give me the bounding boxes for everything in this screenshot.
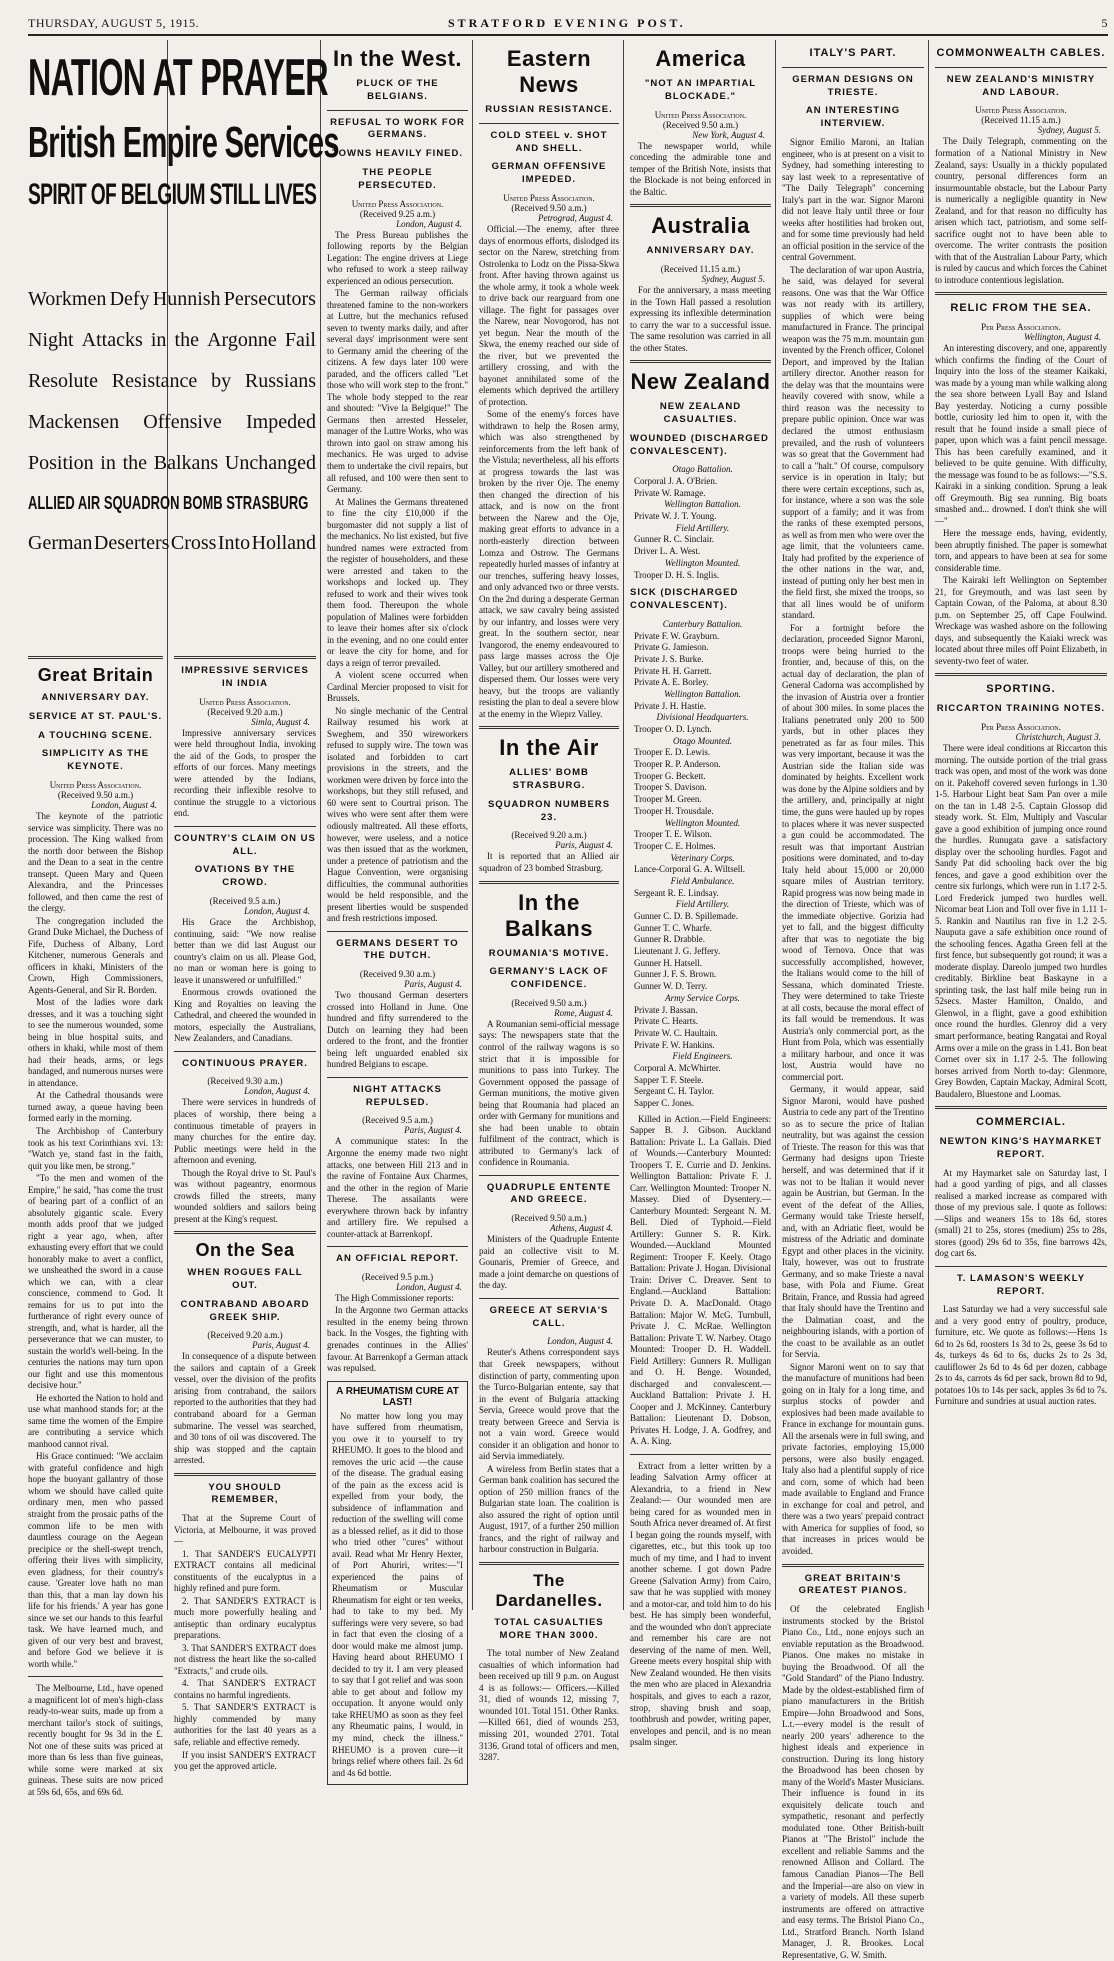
masthead-page: 5	[1101, 16, 1108, 30]
article-body	[174, 1351, 316, 1466]
section-title: SPORTING.	[986, 683, 1056, 696]
advert-melbourne	[28, 1683, 163, 1798]
advert-title: A RHEUMATISM CURE AT LAST!	[336, 1385, 459, 1408]
section-title: ITALY'S PART.	[809, 47, 897, 59]
received: (Received 9.50 a.m.)	[511, 997, 587, 1008]
paragraph: Most of the ladies wore dark dresses, and it was a touching sight to see the numerous wounded, some being in blue hospital suits, and others in khaki, while most of them had their heads, arms, or legs bandaged, and numerous nurses were in attendance.	[28, 997, 163, 1088]
casualty-entry: Trooper T. E. Wilson.	[634, 829, 712, 840]
agency: Per Press Association.	[981, 322, 1061, 333]
paragraph: Here the message ends, having, evidently, been abruptly finished. The paper is somewhat torn, and appears to have been at sea for some considerable time.	[935, 528, 1107, 573]
word: Deserters	[93, 532, 170, 554]
subhead: ALLIES' BOMB STRASBURG.	[509, 767, 589, 792]
word: the	[122, 452, 148, 474]
paragraph: An interesting discovery, and one, apparently which confirms the finding of the Court of Inquiry into the loss of the steamer Kaikaki, was made by a young man while walking along the sea shore between Lyall Bay and Island Bay yesterday. Noticing a curny possible bottle, curiosity led him to open it, with the result that he found inside a small piece of paper, upon which was a faint pencil message. This has been carefully examined, and it believed to be quite genuine. With difficulty, the message was found to be as follows:—"S.S. Kairaki in a sinking condition. Sprung a leak off Greymouth. Big sea running. Big boats smashed and... drowned. I don't think she will—"	[935, 343, 1107, 526]
paragraph: The total number of New Zealand casualties of which information had been received up till 9 p.m. on August 4 is as follows:— Officers.—Killed 31, died of wounds 12, missing 7, wounded 101. Total 151. Other Ranks.—Killed 661, died of wounds 253, missing 201, wounded 2701. Total 3136. Grand total of officers and men, 3287.	[479, 1648, 619, 1763]
column-america-nz	[626, 40, 775, 1748]
advert-rheumo	[327, 1381, 468, 1786]
paragraph: If you insist SANDER'S EXTRACT you get the approved article.	[174, 1749, 316, 1772]
paragraph: A violent scene occurred when Cardinal Mercier proposed to visit for Brussels.	[327, 670, 468, 704]
word: Hunnish	[152, 288, 221, 310]
received: (Received 9.5 a.m.)	[362, 1115, 433, 1126]
masthead-date: THURSDAY, AUGUST 5, 1915.	[28, 16, 199, 30]
received: (Received 9.5 p.m.)	[361, 1271, 434, 1282]
word: German	[28, 532, 93, 554]
casualty-entry: Corporal J. A. O'Brien.	[634, 476, 718, 487]
paragraph: Of the celebrated English instruments stocked by the Bristol Piano Co., Ltd., none enjoys such an enviable reputation as the Broadwood. Pianos. One makes no mistake in buying the Broadwood. Of all the "Gold Standard" of the Piano Industry. Made by the oldest-established firm of piano manufacturers in the British Empire—John Broadwood and Sons, L.t.—every model is the result of nearly 200 years' adherence to the highest ideals and experience in construction. During its long history the Broadwood has been chosen by many of the World's Master Musicians. Their influence is found in its exquisitely delicate touch and sympathetic, resonant and perfectly modulated tone. Other British-built Pianos at "The Bristol" include the excellent and reliable Samms and the renowned Allison and Collard. The famous Canadian Pianos—The Bell and the Imperial—are also on view in a variety of models. All these superb instruments are offered on attractive and easy terms. The Bristol Piano Co., Ltd., Stratford Branch. North Island Manager, J. R. Brookes. Local Representative, G. W. Smith.	[782, 1604, 924, 1960]
agency: United Press Association.	[503, 193, 595, 204]
received: (Received 11.15 a.m.)	[981, 115, 1061, 126]
article-body	[479, 1019, 619, 1169]
casualty-entry: Gunner J. F. S. Brown.	[634, 969, 717, 980]
section-title: On the Sea	[195, 1240, 295, 1261]
word: Workmen	[28, 288, 107, 310]
casualty-entry: Otago Mounted.	[673, 735, 732, 746]
article-body	[28, 811, 163, 1670]
article-body	[935, 1304, 1107, 1408]
received: (Received 9.5 a.m.)	[209, 896, 281, 906]
headline-line-2	[28, 370, 316, 393]
subhead: COUNTRY'S CLAIM ON US ALL.	[174, 832, 316, 857]
agency: Per Press Association.	[981, 722, 1061, 733]
paragraph: In the Argonne two German attacks resulted in the enemy being thrown back. In the Vosges, the fighting with grenades continues in the Allies' favour. At Barrenkopf a German attack was repulsed.	[327, 1305, 468, 1374]
column-india	[170, 650, 320, 1772]
casualty-entry: Gunner R. C. Sinclair.	[634, 534, 714, 545]
casualty-entry: Wellington Battalion.	[664, 688, 741, 699]
advert-pianos	[782, 1604, 924, 1961]
section-title: The Dardanelles.	[495, 1570, 603, 1610]
article-body	[479, 851, 619, 874]
column-rule	[472, 40, 473, 1610]
headline-spirit-belgium: SPIRIT OF BELGIUM STILL LIVES	[28, 178, 317, 211]
paragraph: "To the men and women of the Empire," he said, "has come the trust of bearing part of a conflict of an absolutely gigantic scale. Every month adds proof that we judged right a year ago, when, after exhausting every effort that we could honorably make to avert a conflict, we unsheathed the sword in a cause which we can, with a clear conscience, commend to God. It remains for us to put into the furtherance of right every ounce of strength, and, what is harder, all the perseverance that we can muster, to sustain the world's well-being. In the centuries the nations may turn upon our fight and use this momentous decisive hour."	[28, 1173, 163, 1391]
dateline: Paris, August 4.	[404, 1125, 462, 1136]
received: (Received 9.50 a.m.)	[57, 790, 134, 801]
subhead: SICK (DISCHARGED CONVALESCENT).	[630, 587, 739, 612]
dateline: London, August 4.	[396, 1281, 462, 1292]
word: Balkans	[153, 452, 219, 474]
word: Resistance	[111, 370, 198, 392]
paragraph: The Kairaki left Wellington on September 21, for Greymouth, and was last seen by Captain Cowan, of the Paloma, at about 8.30 p.m. on September 25, off Cape Foulwind. Wreckage was washed ashore on the following days, and subsequently the Kaiaki wreck was located about three miles off Point Elizabeth, in seventy-two feet of water.	[935, 575, 1107, 666]
casualty-entry: Sapper T. F. Steele.	[634, 1074, 704, 1085]
casualty-entry: Gunner C. D. B. Spillemade.	[634, 911, 738, 922]
subhead: REFUSAL TO WORK FOR GERMANS.	[330, 116, 465, 141]
subhead: PLUCK OF THE BELGIANS.	[356, 78, 439, 102]
article-body	[630, 141, 771, 199]
paragraph: His Grace continued: "We acclaim with grateful confidence and high hope the buoyant gallantry of those whom we should have called quite ordinary men, men who passed straight from the prosaic paths of the common life to be men with dauntless courage on the Aegean precipice or the shell-swept trench, offering their lives with simplicity, even gladness, for their country's cause. 'Greater love hath no man than this, that a man lay down his life for his friends.' A year has gone since we set our hands to this fearful task. We have learned much, and given of our very best and bravest, and before God we believe it is worth while."	[28, 1451, 163, 1669]
subhead: TOWNS HEAVILY FINED.	[331, 148, 464, 160]
column-in-the-west	[323, 40, 472, 1778]
casualty-entry: Driver L. A. West.	[634, 546, 701, 557]
subhead: SIMPLICITY AS THE KEYNOTE.	[41, 748, 150, 773]
paragraph: His Grace the Archbishop, continuing, said: "We now realise better than we did last August our country's claim on us all. Please God, no man or woman here is going to leave it unanswered or unfulfilled."	[174, 917, 316, 985]
section-title: America	[655, 46, 746, 71]
column-italy	[778, 40, 928, 1960]
casualty-entry: Sergeant C. H. Taylor.	[634, 1086, 715, 1097]
paragraph: The Melbourne, Ltd., have opened a magnificent lot of men's high-class ready-to-wear suits, made up from a merchant tailor's stock of suitings, recently bought for 9s 3d in the £. Not one of these suits was priced at more than 6s less than five guineas, while some were marked at six guineas. These suits are now priced at 59s 6d, 65s, and 69s 6d.	[28, 1683, 163, 1797]
subhead: "NOT AN IMPARTIAL BLOCKADE."	[644, 78, 757, 102]
dateline: Sydney, August 5.	[701, 274, 765, 285]
paragraph: The German railway officials threatened famine to the non-workers at Luttre, but the mechanics refused seven to twenty marks daily, and after several days' imprisonment were sent to Germany amid the cheering of the citizens. A few days later 100 were paraded, and the officers called "Let those who will work step to the front." The whole body stepped to the rear and shouted: "Vive la Belgique!" The Germans then arrested Hesseler, manager of the Luttre Works, who was thrown into gaol on straw among his mechanics. He was urged to advise them to undertake the civil repairs, but all refused, and 100 were then sent to Germany.	[327, 288, 468, 495]
subhead: OVATIONS BY THE CROWD.	[194, 864, 296, 889]
paragraph: Though the Royal drive to St. Paul's was without pageantry, enormous crowds filled the streets, many wounded soldiers and sailors being present at the King's request.	[174, 1167, 316, 1224]
casualty-entry: Private G. Jamieson.	[634, 642, 709, 653]
word: Russians	[244, 370, 316, 392]
casualty-entry: Trooper C. E. Holmes.	[634, 840, 716, 851]
subhead: COLD STEEL v. SHOT AND SHELL.	[490, 129, 608, 154]
subhead: WOUNDED (DISCHARGED CONVALESCENT).	[630, 432, 769, 457]
casualty-entry: Lieutenant J. G. Jeffery.	[634, 946, 721, 957]
casualty-list-sick	[630, 619, 771, 1110]
headline-lines	[24, 270, 320, 650]
dateline: Petrograd, August 4.	[537, 213, 613, 224]
casualty-entry: Trooper R. P. Anderson.	[634, 759, 721, 770]
paragraph: A communique states: In the Argonne the enemy made two night attacks, one between Hill 213 and in the ravine of Fontaine Aux Charmes, and the other in the region of Marie Therese. The assailants were everywhere thrown back by infantry and artillery fire. We repulsed a counter-attack at Barrenkopf.	[327, 1136, 468, 1239]
casualty-entry: Private J. H. Hastie.	[634, 700, 706, 711]
word: Argonne	[207, 329, 277, 351]
agency: United Press Association.	[975, 105, 1067, 116]
subhead: CONTRABAND ABOARD GREEK SHIP.	[180, 1298, 310, 1323]
received: (Received 11.15 a.m.)	[660, 264, 741, 275]
article-body	[327, 990, 468, 1071]
received: (Received 9.50 a.m.)	[662, 119, 739, 130]
headline-line-4	[28, 452, 316, 475]
paragraph: Official.—The enemy, after three days of enormous efforts, dislodged its sector on the Narew, stretching from Ostrolenka to Lodz on the Pissa-Skwa front. After having thrown against us the whole army, it took a whole week to drive back our rearguard from one village. The fight for passages over the Narew, near Novogorod, has not yet begun. Near the mouth of the Skwa, the enemy reached our side of the river, but we prevented the artillery crossing, and with the bayonet annihilated some of the elements which deprived the artillery of protection.	[479, 224, 619, 407]
casualty-entry: Wellington Mounted.	[664, 817, 741, 828]
casualty-entry: Gunner H. Hatsell.	[634, 957, 702, 968]
section-title: In the Air	[499, 735, 599, 761]
paragraph: Two thousand German deserters crossed into Holland in June. One hundred and fifty surrendered to the Dutch on learning they had been ordered to the front, and the frontier being left unguarded enabled six hundred Belgians to escape.	[327, 990, 468, 1070]
casualty-entry: Trooper M. Green.	[634, 794, 702, 805]
subhead: THE PEOPLE PERSECUTED.	[358, 167, 437, 191]
dateline: London, August 4.	[244, 906, 310, 916]
advert-sanders	[174, 1513, 316, 1772]
paragraph: Impressive anniversary services were held throughout India, invoking the aid of the Gods, to prosper the efforts of our forces. Many meetings were attended by the Indians, recording their inflexible resolve to continue the struggle to a victorious end.	[174, 727, 316, 819]
casualty-entry: Wellington Mounted.	[664, 557, 741, 568]
paragraph: It is reported that an Allied air squadron of 23 bombed Strasburg.	[479, 851, 619, 873]
section-title: In the Balkans	[505, 889, 593, 941]
subhead: NEW ZEALAND CASUALTIES.	[659, 401, 742, 425]
article-body	[935, 1168, 1107, 1260]
paragraph: The Archbishop of Canterbury took as his text Corinthians xvi. 13: "Watch ye, stand fast in the faith, quit you like men, be strong."	[28, 1125, 163, 1171]
word: Persecutors	[223, 288, 316, 310]
word: Into	[217, 532, 251, 554]
dateline: Paris, August 4.	[555, 840, 613, 851]
headline-line-1	[28, 329, 316, 352]
casualty-entry: Trooper H. Trousdale.	[634, 805, 714, 816]
received: (Received 9.25 a.m.)	[359, 208, 436, 219]
received: (Received 9.30 a.m.)	[359, 969, 436, 980]
column-rule	[775, 40, 776, 1610]
paragraph: Last Saturday we had a very successful sale and a very good entry of poultry, produce, furniture, etc. We quote as follows:—Hens 1s 6d to 2s 6d, roosters 1s 3d to 2s, geese 3s 6d to 4s, turkeys 4s 6d to 6s, ducks 2s to 2s 3d, cauliflower 2s 6d to 4s 6d per dozen, cabbage 2s to 4s, carrots 4s 6d per sack, brown 8d to 9d, potatoes 10s to 14s per sack, apples 3s 6d to 7s. Furniture and sundries at usual auction rates.	[935, 1304, 1107, 1407]
paragraph: There were ideal conditions at Riccarton this morning. The outside portion of the trial grass track was open, and most of the work was done on it. Pakehoff covered seven furlongs in 1.30 1-5. Harbour Light beat Sam Pan over a mile on the tan in 1.48 2-5. Captain Glossop did steady work. St. Elm, Multiply and Vascular gave a good exhibition of jumping once round the hurdles. Runugata gave a satisfactory display over the schooling hurdles. Fagot and Sandy Pat did schooling back over the big fences, and gave a good exhibition over the centre six furlongs, which were run in 1.17 2-5. Lord Frederick jumped two hurdles well. Nicomar beat Lion and Toll over five in 1.11 1-5. Rankin and Nautilus ran five in 1.2 2-5. Nauputa gave a safe exhibition once round of the schooling fences. Agatha Green fell at the first fence, but subsequently got round; it was a moderate display. Dareolo jumped two hurdles creditably. Birkline beat Baskayne in a sprinting task, the last half mile being run in 52secs. Master Hamilton, Onaldo, and Glenwol, in a flight, gave a good exhibition once round the hurdles. Glenroy did a very smart performance, beating Rangatai and Royal Arms over a mile on the grass in 1.41. Bon beat Cornet over six in 1.17 2-5. The following horses arrived from North to-day: Glenmore, Grey Bowden, Captain Mackay, Admiral Scott, Baudalero, Bluestone and Loomas.	[935, 743, 1107, 1099]
subhead: TOTAL CASUALTIES MORE THAN 3000.	[494, 1616, 604, 1641]
casualty-entry: Field Engineers.	[672, 1051, 733, 1062]
casualty-entry: Trooper E. D. Lewis.	[634, 747, 711, 758]
casualty-entry: Veterinary Corps.	[670, 852, 735, 863]
paragraph: Reuter's Athens correspondent says that Greek newspapers, without distinction of party, commenting upon the Turco-Bulgarian entente, say that in the event of Bulgaria attacking Servia, Greece would prove that the treaty between Greece and Servia is not a vain word. Greece would consider it an obligation and honor to aid Servia immediately.	[479, 1347, 619, 1462]
subhead: WHEN ROGUES FALL OUT.	[187, 1267, 303, 1291]
article-body	[327, 1136, 468, 1240]
casualty-entry: Field Ambulance.	[670, 875, 735, 886]
subhead: RUSSIAN RESISTANCE.	[485, 104, 613, 115]
paragraph: He exhorted the Nation to hold and use what manhood stands for; at the same time the women of the Empire are contributing a service which manhood cannot rival.	[28, 1392, 163, 1449]
agency: United Press Association.	[351, 198, 444, 209]
article-body	[327, 1293, 468, 1375]
casualty-entry: Private J. Bassan.	[634, 1004, 698, 1015]
casualty-entry: Otago Battalion.	[672, 464, 733, 475]
paragraph: There were services in hundreds of places of worship, there being a continuous timetable of prayers in many churches for the entire day. Public meetings were held in the afternoon and evening.	[174, 1097, 316, 1166]
word: Unchanged	[224, 452, 316, 474]
subhead: IMPRESSIVE SERVICES IN INDIA	[181, 665, 309, 689]
column-rule	[623, 40, 624, 1610]
article-body	[479, 1648, 619, 1763]
article-body	[935, 136, 1107, 286]
main-headline-block	[24, 40, 339, 275]
headline-british-empire: British Empire Services	[28, 118, 339, 167]
subhead: ANNIVERSARY DAY.	[646, 245, 755, 257]
subhead: NIGHT ATTACKS REPULSED.	[353, 1083, 442, 1108]
paragraph: 2. That SANDER'S EXTRACT is much more powerfully healing and antiseptic than ordinary eucalyptus preparations.	[174, 1595, 316, 1641]
dateline: Simla, August 4.	[251, 716, 310, 727]
casualty-entry: Private A. E. Borley.	[634, 677, 709, 688]
casualty-entry: Private W. C. Haultain.	[634, 1027, 718, 1038]
article-body	[479, 1234, 619, 1292]
article-body	[327, 230, 468, 925]
word: Resolute	[28, 370, 98, 392]
article-body	[174, 917, 316, 1045]
paragraph: At Malines the Germans threatened to fine the city £10,000 if the burgomaster did not supply a list of the mechanics. No list existed, but five hundred names were extracted from the register of householders, and these were arrested and taken to the workshops and locked up. They refused to work and their wives took them food. Thereupon the whole population of Malines were forbidden to leave their homes after six o'clock in the evening, and no one could enter or leave the city for home, and for days a reign of terror prevailed.	[327, 496, 468, 668]
subhead: AN INTERESTING INTERVIEW.	[805, 105, 901, 130]
word: Cross	[170, 532, 217, 554]
casualty-entry: Wellington Battalion.	[664, 499, 741, 510]
paragraph: Enormous crowds ovationed the King and Royalties on leaving the Cathedral, and cheered the wounded in motors, especially the Australians, New Zealanders, and Canadians.	[174, 987, 316, 1044]
casualty-entry: Private W. J. T. Young.	[634, 511, 717, 522]
subhead: A TOUCHING SCENE.	[38, 729, 153, 741]
casualty-entry: Trooper O. D. Lynch.	[634, 724, 712, 735]
word: in	[150, 329, 167, 351]
casualty-entry: Private F. W. Grayburn.	[634, 630, 720, 641]
subhead: GERMAN DESIGNS ON TRIESTE.	[792, 73, 914, 98]
headline-line-3	[28, 411, 316, 434]
paragraph: 1. That SANDER'S EUCALYPTI EXTRACT contains all medicinal constituents of the eucalyptus in a highly refined and pure form.	[174, 1548, 316, 1594]
paragraph: 3. That SANDER'S EXTRACT does not distress the heart like the so-called "Extracts," and crude oils.	[174, 1642, 316, 1676]
paragraph: In consequence of a dispute between the sailors and captain of a Greek vessel, over the division of the profits arising from contraband, the sailors reported to the authorities that they had contraband aboard for a German submarine. The vessel was searched, and 30 tons of oil was discovered. The ship was stopped and the captain arrested.	[174, 1351, 316, 1466]
paragraph: Extract from a letter written by a leading Salvation Army officer at Alexandria, to a friend in New Zealand:— Our wounded men are being cared for as wounded men in South Africa never dreamed of. At first I began going the rounds myself, with cigarettes, etc., but this took up too much of my time, and I had to invent another scheme. I got down Padre Greene (Salvation Army) from Cairo, saw that he was supplied with money and a motor-car, and told him to do his best. He has simply been wonderful, and the wounded who don't appreciate and remember his care are not deserving of the name of men. Well, Greene meets every hospital ship with New Zealand wounded. He then visits the men who are placed in Alexandria hospitals, and gives to each a razor, strop, shaving brush and soap, toothbrush and powder, writing paper, envelopes and pencil, and is no mean psalm singer.	[630, 1460, 771, 1748]
dateline: London, August 4.	[396, 218, 462, 229]
casualty-entry: Private C. Hearts.	[634, 1016, 698, 1027]
dateline: Paris, August 4.	[252, 1340, 310, 1351]
casualty-entry: Sergeant R. E. Lindsay.	[634, 887, 719, 898]
paragraph: Germany, it would appear, said Signor Maroni, would have pushed Austria to cede any part of the Trentino so as to secure the price of Italian neutrality, but was against the cession of Trieste. The reason for this was that Germany had designs upon Trieste herself, and was determined that if it was not to be Italian it would never again be Austrian, but German. In the event of the defeat of the Allies, Germany would take Trieste herself, and, with an Adriatic fleet, would be mistress of the Adriatic and dominate Egypt and other places in the vicinity. Italy, however, was out to frustrate Germany, and so make Trieste a naval base, with Pola and Fiume. Great Britain, France, and Russia had agreed that Italy should have the Trentino and the Dalmatian coast, and the neighbouring islands, with a portion of the coast to be available as an outlet for Servia.	[782, 1084, 924, 1360]
word: Position	[28, 452, 94, 474]
column-rule	[320, 40, 321, 1610]
casualty-entry: Gunner T. C. Wharfe.	[634, 922, 712, 933]
subhead: T. LAMASON'S WEEKLY REPORT.	[956, 1272, 1086, 1297]
subhead: GERMANS DESERT TO THE DUTCH.	[336, 937, 459, 962]
paragraph: No matter how long you may have suffered from rheumatism, you owe it to yourself to try RHEUMO. It goes to the blood and removes the uric acid —the cause of the disease. The gradual easing of the pain as the excess acid is expelled from your body, the subsidence of inflammation and reduction of the swelling will come as a blessed relief, as it did to those who tried other "cures" without avail. Read what Mr Henry Hexter, of Port Ahuriri, writes:—"I experienced the pains of Rheumatism or Muscular Rheumatism for eight or ten weeks, had to take to my bed. My sufferings were very severe, so bad in fact that even the closing of a door would make me almost jump. Having heard about RHEUMO I decided to try it. I am very pleased to say that I got relief and was soon able to get about and follow my occupation. It anyone would only take RHEUMO as soon as they feel any Rheumatic pains, I would, in my mind, check the illness." RHEUMO is a proven cure—it brings relief where others fail. 2s 6d and 4s 6d bottle.	[332, 1410, 463, 1778]
casualty-entry: Trooper S. Davison.	[634, 782, 707, 793]
casualty-entry: Private J. S. Burke.	[634, 653, 704, 664]
masthead	[28, 12, 1108, 36]
casualty-entry: Canterbury Battalion.	[662, 618, 743, 629]
casualty-entry: Private W. Ramage.	[634, 487, 706, 498]
paragraph: No single mechanic of the Central Railway resumed his work at Sweghem, and 350 wireworkers refused to supply wire. The town was isolated and forbidden to cart provisions in the streets, and the workmen were driven by force into the workshops, but they still refused, and 60 were sent to Courtrai prison. The wives who were sent after them were odiously maltreated. All these efforts, however, were useless, and a notice was then issued that as the workmen, under a pretence of patriotism and the Hague Convention, were organising difficulties, the communal authorities would be held responsible, and the present liberties would be suspended and fresh restrictions imposed.	[327, 705, 468, 924]
casualty-list-wounded	[630, 464, 771, 581]
subhead: NEWTON KING'S HAYMARKET REPORT.	[939, 1135, 1103, 1160]
paragraph: The Daily Telegraph, commenting on the formation of a National Ministry in New Zealand, says: Usually in a thickly populated country, personal differences form an insurmountable obstacle, but the Labour Party is numerically a negligible quantity in New Zealand, and for that reason no difficulty has arisen which tact, patriotism, and some self-sacrifice ought not to have been able to overcome. The writer contrasts the position with that of the Australian Labour Party, which is ruled by caucus and which forces the Cabinet to introduce contentious legislation.	[935, 136, 1107, 285]
casualty-entry: Private F. W. Hankins.	[634, 1039, 715, 1050]
paragraph: At my Haymarket sale on Saturday last, I had a good yarding of pigs, and all classes realised a marked increase as compared with those of my previous sale. I quote as follows:—Slips and weaners 15s to 18s 6d, stores (small) 21 to 25s, stores (medium) 25s to 28s, stores (good) 29s 6d to 35s, fine barrows 42s, dog cart 6s.	[935, 1167, 1107, 1259]
word: by	[211, 370, 232, 392]
article-body	[630, 285, 771, 354]
headline-nation-at-prayer: NATION AT PRAYER	[28, 49, 328, 107]
column-commonwealth	[931, 40, 1111, 1610]
section-title: Great Britain	[37, 665, 154, 685]
subhead: AN OFFICIAL REPORT.	[336, 1253, 459, 1265]
dateline: Christchurch, August 3.	[1015, 732, 1101, 743]
section-title: Australia	[651, 213, 750, 239]
subhead: YOU SHOULD REMEMBER,	[208, 1481, 282, 1506]
section-title: COMMONWEALTH CABLES.	[936, 47, 1106, 59]
article-body	[630, 1114, 771, 1448]
subhead: CONTINUOUS PRAYER.	[182, 1057, 308, 1069]
agency: United Press Association.	[654, 109, 747, 120]
subhead: QUADRUPLE ENTENTE AND GREECE.	[486, 1181, 612, 1206]
dateline: Athens, August 4.	[550, 1223, 613, 1234]
agency: United Press Association.	[49, 780, 142, 791]
word: Attacks	[81, 329, 143, 351]
dateline: London, August 4.	[91, 800, 157, 811]
received: (Received 9.50 a.m.)	[511, 1213, 587, 1224]
paragraph: For the anniversary, a mass meeting in the Town Hall passed a resolution expressing its inflexible determination to carry the war to a successful issue. The same resolution was carried in all the other States.	[630, 285, 771, 353]
received: (Received 9.50 a.m.)	[511, 203, 587, 214]
paragraph: For a fortnight before the declaration, proceeded Signor Maroni, troops were being hurried to the frontier, and, because of this, on the actual day of declaration, the plan of General Cadorna was accomplished by the invasion of Austria over a frontier of about 300 miles. In some places the Italians penetrated only 200 to 500 yards, but in other places they penetrated as far as four miles. This was very important, because it was the Austrian side the Italian side was dominated by heights. Excellent work was done by the Alpine soldiers and by the artillery, and, principally at night time, the guns were hauled up by ropes to places where it was never suspected a gun could be accommodated. The result was that important Austrian positions were dominated, and to-day Italy held about 15,000 or 20,000 square miles of Austrian territory. Rapid progress was now being made in the direction of Trieste, which was of the immediate objective. Gorizia had yet to fall, and the biggest difficulty after that was to negotiate the big wood of Ternova. Once that was successfully accomplished, however, the Italians would come to the hill of Sessana, which dominated Trieste. They were determined to take Trieste at all costs, because the moral effect of its fall would be tremendous. It was Austria's only commercial port, as the Hunt from Pola, which was essentially a military harbour, and once it was lost, Austria would have no commercial port.	[782, 622, 924, 1082]
casualty-entry: Divisional Headquarters.	[656, 712, 749, 723]
casualty-entry: Lance-Corporal G. A. Wiltsell.	[634, 864, 745, 875]
word: Night	[28, 329, 74, 351]
article-body	[174, 1097, 316, 1225]
paragraph: The keynote of the patriotic service was simplicity. There was no procession. The King walked from the north door between the Bishop and the Dean to a seat in the centre transept. Queen Mary and Queen Alexandra, and the Princesses followed, and then came the rest of the clergy.	[28, 811, 163, 914]
dateline: New York, August 4.	[692, 129, 765, 140]
paragraph: Ministers of the Quadruple Entente paid an collective visit to M. Gounaris, Premier of Greece, and made a joint demarche on questions of the day.	[479, 1234, 619, 1291]
article-body	[174, 728, 316, 820]
paragraph: A Roumanian semi-official message says: The newspapers state that the control of the railway wagons is so strict that it is impossible for munitions to pass into Turkey. The Government opposed the passage of German munitions, the motive given being that Roumania had placed an order with Germany for munitions and she had been unable to obtain fulfilment of the contract, which is attributed to Germany's lack of confidence in Roumania.	[479, 1018, 619, 1168]
subhead: SQUADRON NUMBERS 23.	[487, 798, 611, 823]
received: (Received 9.20 a.m.)	[511, 830, 587, 841]
article-body	[935, 343, 1107, 667]
article-body	[782, 137, 924, 1557]
dateline: Sydney, August 5.	[1037, 125, 1101, 136]
paragraph: The declaration of war upon Austria, he said, was delayed for several reasons. One was that the War Office was not ready with its artillery, supplies of which were being manufactured in France. The principal weapon was the 75 m.m. mountain gun invented by the French officer, Colonel Deport, and improved by the Italian artillery director. Another reason for the delay was that the mountains were heavily covered with snow, while a third reason was the necessity to prepare public opinion. Once war was declared the utmost enthusiasm prevailed, and the rush of volunteers was so great that the Government had to call a "halt." Of course, compulsory service is in operation in Italy; but there were certain exceptions, such as, for instance, where a son was the sole support of a family; and it was from the ranks of these exempted persons, as well as from men who were over the age limit, that the volunteers came. Italy had profited by the experience of the other nations in the war, and, instead of putting only her best men in the field first, she mixed the troops, so that all lines would be of uniform standard.	[782, 264, 924, 621]
section-title: New Zealand	[630, 369, 771, 395]
paragraph: Signor Emilio Maroni, an Italian engineer, who is at present on a visit to Sydney, had something interesting to say last week to a representative of "The Daily Telegraph" concerning Italy's part in the war. Signor Maroni did not leave Italy until three or four weeks after hostilities had broken out, and for some time previously had held an official position in the service of the central Government.	[782, 137, 924, 263]
dateline: Rome, August 4.	[554, 1007, 613, 1018]
column-eastern-news	[475, 40, 623, 1763]
word: the	[174, 329, 199, 351]
dateline: Paris, August 4.	[404, 979, 462, 990]
section-title: RELIC FROM THE SEA.	[950, 302, 1092, 315]
casualty-entry: Gunner R. Drabble.	[634, 934, 705, 945]
word: in	[100, 452, 116, 474]
column-great-britain	[24, 650, 167, 1797]
headline-allied-air: ALLIED AIR SQUADRON BOMB STRASBURG	[28, 493, 309, 513]
casualty-entry: Trooper G. Beckett.	[634, 770, 706, 781]
paragraph: 5. That SANDER'S EXTRACT is highly commended by many authorities for the last 40 years as a safe, reliable and effective remedy.	[174, 1702, 316, 1747]
received: (Received 9.30 a.m.)	[207, 1076, 283, 1087]
article-body	[935, 743, 1107, 1100]
headline-deserters	[28, 532, 316, 555]
paragraph: Killed in Action.—Field Engineers: Sapper B. J. Gibson. Auckland Battalion: Private L. La Gallais. Died of Wounds.—Canterbury Mounted: Troopers T. E. Currie and D. Jenkins. Wellington Battalion: Private F. J. Carr. Wellington Mounted: Trooper N. Massey. Died of Dysentery.—Canterbury Mounted: Sergeant N. M. Bell. Died of Typhoid.—Field Artillery: Gunner S. R. Kirk. Wounded.—Auckland Mounted Regiment: Trooper F. Keely. Otago Battalion: Private J. Hogan. Divisional Train: Driver C. Dreaver. Sent to England.—Auckland Battalion: Private D. A. MacDonald. Otago Battalion: Major W. McG. Turnbull, Private J. C. McRae. Wellington Battalion: Private T. W. Narbey. Otago Mounted: Trooper D. H. Waddell. Field Artillery: Gunners R. Mulligan and O. H. Benge. Wounded, discharged and convalescent.—Auckland Battalion: Private J. H. Cooper and J. McKinney. Canterbury Battalion: Lieutenant D. Dobson, Privates H. Lodge, J. A. Godfrey, and A. A. King.	[630, 1113, 771, 1447]
subhead: SERVICE AT ST. PAUL'S.	[28, 710, 163, 722]
casualty-entry: Gunner W. D. Terry.	[634, 981, 708, 992]
paragraph: The newspaper world, while conceding the admirable tone and temper of the British Note, insists that the Blockade is not being enforced in the Baltic.	[630, 140, 771, 197]
casualty-entry: Sapper C. Jones.	[634, 1098, 694, 1109]
casualty-entry: Field Artillery.	[675, 522, 730, 533]
subhead: GERMANY'S LACK OF CONFIDENCE.	[489, 966, 609, 991]
article-body	[479, 224, 619, 720]
casualty-entry: Army Service Corps.	[665, 992, 740, 1003]
paragraph: That at the Supreme Court of Victoria, at Melbourne, it was proved—	[174, 1513, 316, 1547]
word: Fail	[284, 329, 316, 351]
dateline: Wellington, August 4.	[1023, 332, 1101, 343]
dateline: London, August 4.	[244, 1086, 310, 1097]
received: (Received 9.20 a.m.)	[207, 706, 283, 717]
received: (Received 9.20 a.m.)	[207, 1330, 283, 1341]
article-body	[630, 1461, 771, 1749]
column-rule	[928, 40, 929, 1610]
headline-line-0	[28, 288, 316, 311]
word: Holland	[251, 532, 316, 554]
paragraph: The High Commissioner reports:	[335, 1292, 454, 1303]
subhead: GREECE AT SERVIA'S CALL.	[489, 1304, 609, 1329]
subhead: GREAT BRITAIN'S GREATEST PIANOS.	[798, 1572, 908, 1597]
agency: United Press Association.	[199, 696, 291, 707]
subhead: ROUMANIA'S MOTIVE.	[488, 947, 610, 959]
paragraph: The Press Bureau publishes the following reports by the Belgian Legation: The engine drivers at Liege who refused to work a steep railway experienced an odious persecution.	[327, 229, 468, 286]
paragraph: A wireless from Berlin states that a German bank coalition has secured the option of 250 million francs of the Bulgarian state loan. The coalition is also assured the right of option until August, 1917, of a further 250 million francs, and the right of railway and harbour construction in Bulgaria.	[479, 1463, 619, 1555]
paragraph: Signor Maroni went on to say that the manufacture of munitions had been going on in Italy for a long time, and surplus stocks of powder and explosives had been made available to France in exchange for mountain guns. All the arsenals were in full swing, and private factories, employing 15,000 persons, were also busily engaged. Italy also had a plentiful supply of rice and corn, some of which had been made available to England and France in exchange for coal and petrol, and there was a two years' prepaid contract with America for supplies of food, so that increases in prices would be avoided.	[782, 1361, 924, 1556]
casualty-entry: Field Artillery.	[675, 899, 730, 910]
word: Defy	[109, 288, 150, 310]
subhead: NEW ZEALAND'S MINISTRY AND LABOUR.	[946, 73, 1096, 98]
word: Impeded	[246, 411, 316, 433]
subhead: GERMAN OFFENSIVE IMPEDED.	[491, 161, 607, 186]
paragraph: The congregation included the Grand Duke Michael, the Duchess of Fife, Duchess of Albany, Lord Kitchener, numerous Generals and officers in khaki, Ministers of the Crown, High Commissioners, Agents-General, and Sir R. Borden.	[28, 915, 163, 995]
paragraph: Some of the enemy's forces have withdrawn to help the Rosen army, which was also strengthened by reinforcements from the left bank of the Vistula; nevertheless, all his efforts at progress towards the last was broken by the river Oje. The enemy then changed the direction of his attack, and is now on the front between the Narew and the Oje, making great efforts to advance in a north-easterly direction between Lomza and Ostrow. The Germans repeatedly hurled masses of infantry at our trenches, suffering heavy losses, and only advanced two or three versts. On the 2nd during a desperate German attack, we saw cavalry being assisted by our infantry, and losses were very great. In the southern sector, near Ivangorod, the enemy endeavoured to pass large masses across the Oje Valley, but our artillery smothered and dispersed them. Our losses were very heavy, but the troops are valiantly resisting the plan to deal a severe blow at the enemy in the Wieprz Valley.	[479, 409, 619, 719]
paragraph: At the Cathedral thousands were turned away, a queue having been formed early in the morning.	[28, 1090, 163, 1124]
casualty-entry: Private H. H. Garrett.	[634, 665, 712, 676]
word: Mackensen	[28, 411, 120, 433]
subhead: RICCARTON TRAINING NOTES.	[936, 703, 1106, 715]
word: Offensive	[143, 411, 222, 433]
section-title: Eastern News	[506, 46, 592, 97]
subhead: ANNIVERSARY DAY.	[41, 692, 150, 703]
dateline: London, August 4.	[547, 1336, 613, 1347]
masthead-title: STRATFORD EVENING POST.	[448, 16, 686, 30]
casualty-entry: Trooper D. H. S. Inglis.	[634, 569, 720, 580]
casualty-entry: Corporal A. McWhirter.	[634, 1062, 721, 1073]
section-title: COMMERCIAL.	[976, 1116, 1066, 1129]
article-body	[479, 1347, 619, 1555]
section-title: In the West.	[332, 46, 463, 71]
paragraph: 4. That SANDER'S EXTRACT contains no harmful ingredients.	[174, 1678, 316, 1700]
